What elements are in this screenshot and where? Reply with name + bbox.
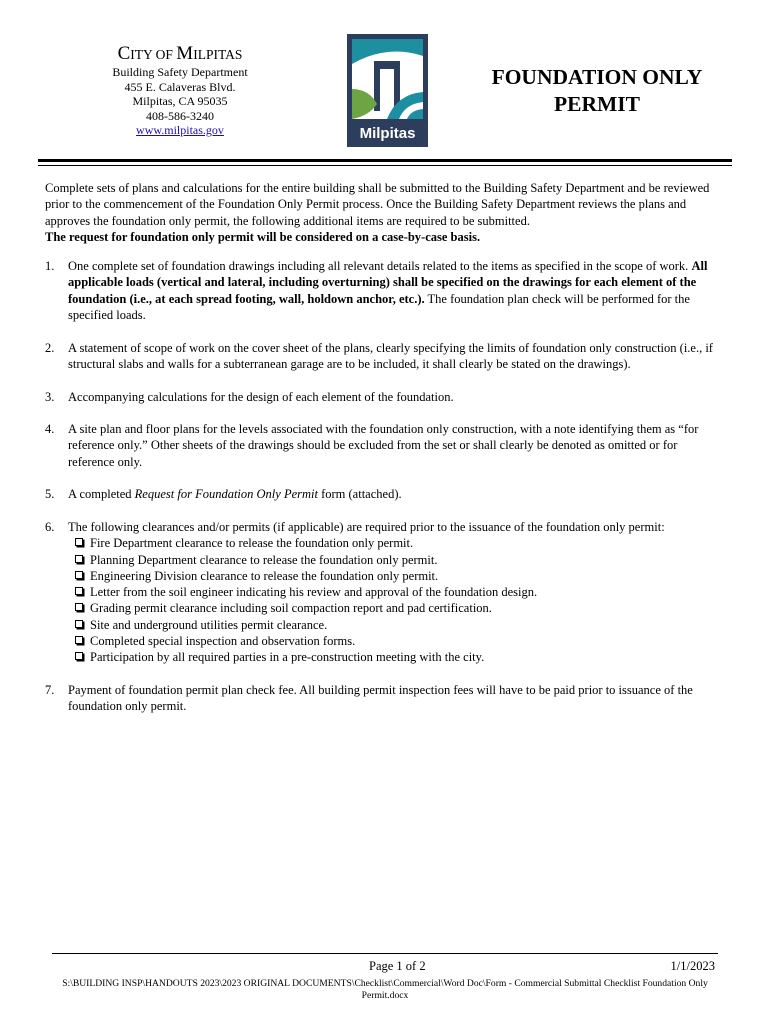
checkbox-icon (75, 652, 83, 660)
clearance-item (68, 535, 725, 551)
checkbox-icon (75, 587, 83, 595)
list-item-5 (45, 486, 725, 502)
logo-text: Milpitas (359, 125, 416, 142)
checkbox-icon (75, 603, 83, 611)
item6-text: The following clearances and/or permits (if applicable) are required prior to the issuance of the foundation only permit: (68, 519, 665, 534)
footer-rule (52, 953, 718, 954)
clearance-text: Letter from the soil engineer indicating his review and approval of the foundation design. (90, 585, 538, 600)
item5-text-end: form (attached). (317, 487, 402, 502)
page-number: Page 1 of 2 (369, 959, 426, 973)
item-number: 5. (45, 487, 55, 502)
city-name-initial: C (117, 43, 131, 64)
item4-text: A site plan and floor plans for the levels associated with the foundation only construction, with a note identifying them as “for reference only.” Other sheets of the drawings should be excluded from the set or shall clearly be denoted as omitted or for reference only. (68, 422, 699, 469)
city-name-part: ITY OF (130, 47, 177, 62)
milpitas-logo (347, 34, 428, 147)
list-item-4 (45, 421, 725, 470)
item-number: 4. (45, 422, 55, 437)
item-number: 7. (45, 682, 55, 697)
item1-text-end: The foundation plan check will be performed for the specified loads. (68, 291, 690, 323)
checkbox-icon (75, 538, 83, 546)
clearance-item (68, 633, 725, 649)
intro-paragraph (45, 180, 725, 245)
item7-text: Payment of foundation permit plan check fee. All building permit inspection fees will have to be paid prior to issuance of the foundation only permit. (68, 682, 693, 714)
item-number: 3. (45, 389, 55, 404)
file-path: S:\BUILDING INSP\HANDOUTS 2023\2023 ORIGINAL DOCUMENTS\Checklist\Commercial\Word Doc\Form - Commercial Submittal Checklist Foundation Only Permit.docx (62, 978, 708, 1001)
clearance-item (68, 649, 725, 665)
item1-bold-text: All applicable loads (vertical and lateral, including overturning) shall be specified on the drawings for each element of the foundation (i.e., at each spread footing, wall, holdown anchor, etc.). (68, 259, 708, 306)
checkbox-icon (75, 620, 83, 628)
street-address: 455 E. Calaveras Blvd. (124, 79, 236, 94)
header-rule-thick (38, 159, 732, 162)
header-rule-thin (38, 165, 732, 166)
list-item-2 (45, 340, 725, 373)
permit-title-line1: FOUNDATION ONLY (491, 65, 703, 89)
clearance-list (68, 535, 725, 665)
city-header (100, 44, 260, 138)
list-item-1 (45, 258, 725, 323)
intro-text: Complete sets of plans and calculations for the entire building shall be submitted to the Building Safety Department and be reviewed prior to the commencement of the Foundation Only Permit process. Once the Building Safety Department reviews the plans and approves the foundation only permit, the following additional items are required to be submitted. (45, 181, 710, 228)
clearance-text: Planning Department clearance to release the foundation only permit. (90, 552, 438, 567)
website-link[interactable]: www.milpitas.gov (136, 123, 224, 138)
clearance-text: Completed special inspection and observation forms. (90, 634, 356, 649)
logo-tower-arch (380, 69, 394, 111)
item-number: 6. (45, 519, 55, 534)
document-body (45, 180, 725, 731)
item1-text: One complete set of foundation drawings including all relevant details related to the items as specified in the scope of work. (68, 259, 692, 274)
city-state-zip: Milpitas, CA 95035 (132, 94, 228, 109)
permit-title (472, 64, 722, 118)
requirements-list (45, 258, 725, 714)
clearance-item (68, 600, 725, 616)
item3-text: Accompanying calculations for the design of each element of the foundation. (68, 389, 454, 404)
city-name (100, 44, 260, 65)
list-item-3 (45, 389, 725, 405)
item2-text: A statement of scope of work on the cover sheet of the plans, clearly specifying the limits of foundation only construction (i.e., if structural slabs and walls for a subterranean garage are to be included, it shall clearly be stated on the drawings). (68, 340, 713, 371)
footer-date: 1/1/2023 (670, 959, 715, 973)
checkbox-icon (75, 571, 83, 579)
clearance-item (68, 617, 725, 633)
item-number: 2. (45, 340, 55, 355)
checkbox-icon (75, 555, 83, 563)
item5-text: A completed (68, 487, 135, 502)
clearance-text: Site and underground utilities permit clearance. (90, 617, 328, 632)
checkbox-icon (75, 636, 83, 644)
list-item-7 (45, 682, 725, 715)
item5-form-name: Request for Foundation Only Permit (134, 487, 318, 502)
intro-bold-text: The request for foundation only permit will be considered on a case-by-case basis. (45, 229, 481, 244)
item-number: 1. (45, 259, 55, 274)
clearance-text: Fire Department clearance to release the foundation only permit. (90, 536, 414, 551)
clearance-item (68, 568, 725, 584)
clearance-item (68, 552, 725, 568)
clearance-text: Participation by all required parties in a pre-construction meeting with the city. (90, 650, 485, 665)
clearance-text: Engineering Division clearance to release the foundation only permit. (90, 568, 439, 583)
city-name-end: ILPITAS (193, 47, 243, 62)
phone-number: 408-586-3240 (146, 108, 214, 123)
department-name: Building Safety Department (112, 65, 248, 79)
permit-title-line2: PERMIT (554, 92, 640, 116)
clearance-item (68, 584, 725, 600)
list-item-6 (45, 519, 725, 666)
city-name-initial-m: M (176, 43, 194, 64)
clearance-text: Grading permit clearance including soil compaction report and pad certification. (90, 601, 492, 616)
